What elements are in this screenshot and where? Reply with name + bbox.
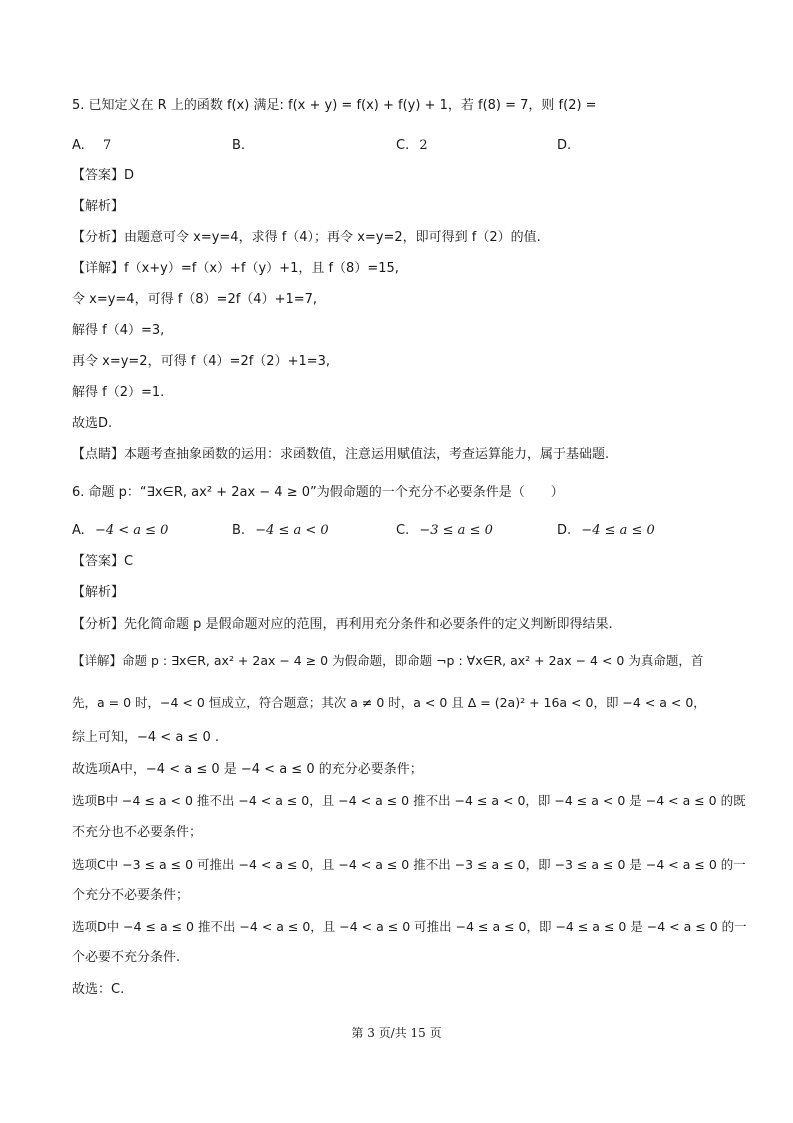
q6-option-a[interactable]: A. −4 < a ≤ 0 bbox=[72, 523, 169, 538]
q5-option-a[interactable]: A. 7 bbox=[72, 138, 112, 153]
q5-fenxi: 【分析】由题意可令 x=y=4，求得 f（4）；再令 x=y=2，即可得到 f（2）的值. bbox=[72, 230, 541, 245]
q6-answer: 【答案】C bbox=[72, 554, 134, 569]
q6-fenxi: 【分析】先化简命题 p 是假命题对应的范围，再利用充分条件和必要条件的定义判断即得结果. bbox=[72, 617, 613, 632]
q6-xiangjie-line: 选项C中 −3 ≤ a ≤ 0 可推出 −4 < a ≤ 0，且 −4 < a ≤ 0 推不出 −3 ≤ a ≤ 0，即 −3 ≤ a ≤ 0 是 −4 < a ≤ 0 的一 bbox=[72, 857, 746, 872]
q6-xiangjie-line: 选项B中 −4 ≤ a < 0 推不出 −4 < a ≤ 0，且 −4 < a ≤ 0 推不出 −4 ≤ a < 0，即 −4 ≤ a < 0 是 −4 < a ≤ 0 的既 bbox=[72, 793, 746, 808]
q5-xiangjie-line: 解得 f（2）=1. bbox=[72, 385, 165, 400]
q6-stem: 6. 命题 p：“∃x∈R, ax² + 2ax − 4 ≥ 0”为假命题的一个充分不必要条件是（ ） bbox=[72, 485, 564, 500]
q6-option-b[interactable]: B. −4 ≤ a < 0 bbox=[232, 523, 329, 538]
q6-xiangjie-line: 个必要不充分条件. bbox=[72, 950, 181, 965]
q5-xiangjie-line: 令 x=y=4，可得 f（8）=2f（4）+1=7, bbox=[72, 292, 318, 307]
q6-xiangjie-line: 个充分不必要条件； bbox=[72, 888, 190, 903]
q6-xiangjie-line: 选项D中 −4 ≤ a ≤ 0 推不出 −4 < a ≤ 0，且 −4 < a ≤ 0 可推出 −4 ≤ a ≤ 0，即 −4 ≤ a ≤ 0 是 −4 < a ≤ 0 的一 bbox=[72, 919, 747, 934]
q6-xiangjie-line: 综上可知，−4 < a ≤ 0 . bbox=[72, 730, 219, 745]
q6-xiangjie-line: 故选项A中，−4 < a ≤ 0 是 −4 < a ≤ 0 的充分必要条件； bbox=[72, 762, 423, 777]
q5-xiangjie-line: 【详解】f（x+y）=f（x）+f（y）+1，且 f（8）=15, bbox=[72, 261, 399, 276]
q5-answer: 【答案】D bbox=[72, 168, 135, 183]
q6-option-c[interactable]: C. −3 ≤ a ≤ 0 bbox=[396, 523, 493, 538]
page-footer: 第 3 页/共 15 页 bbox=[351, 1026, 442, 1040]
q6-analysis-title: 【解析】 bbox=[72, 585, 125, 600]
q6-xiangjie-line: 故选：C. bbox=[72, 982, 125, 997]
q5-xiangjie-line: 故选D. bbox=[72, 416, 113, 431]
q5-dianjing: 【点睛】本题考查抽象函数的运用：求函数值，注意运用赋值法，考查运算能力，属于基础题. bbox=[72, 447, 610, 462]
q5-xiangjie-line: 解得 f（4）=3, bbox=[72, 323, 165, 338]
q5-option-b[interactable]: B. bbox=[232, 138, 246, 153]
q6-xiangjie-line: 先，a = 0 时，−4 < 0 恒成立，符合题意；其次 a ≠ 0 时，a < 0 且 Δ = (2a)² + 16a < 0，即 −4 < a < 0， bbox=[72, 695, 706, 710]
q6-option-d[interactable]: D. −4 ≤ a ≤ 0 bbox=[557, 523, 655, 538]
q5-option-c[interactable]: C. 2 bbox=[396, 138, 428, 153]
q5-analysis-title: 【解析】 bbox=[72, 199, 125, 214]
q5-stem: 5. 已知定义在 R 上的函数 f(x) 满足: f(x + y) = f(x) + f(y) + 1，若 f(8) = 7，则 f(2) = bbox=[72, 98, 597, 113]
q6-xiangjie-line: 不充分也不必要条件； bbox=[72, 825, 203, 840]
q5-option-d[interactable]: D. bbox=[557, 138, 572, 153]
q6-xiangjie-line: 【详解】命题 p : ∃x∈R, ax² + 2ax − 4 ≥ 0 为假命题，即命题 ¬p : ∀x∈R, ax² + 2ax − 4 < 0 为真命题，首 bbox=[72, 653, 704, 668]
q5-xiangjie-line: 再令 x=y=2，可得 f（4）=2f（2）+1=3, bbox=[72, 354, 331, 369]
